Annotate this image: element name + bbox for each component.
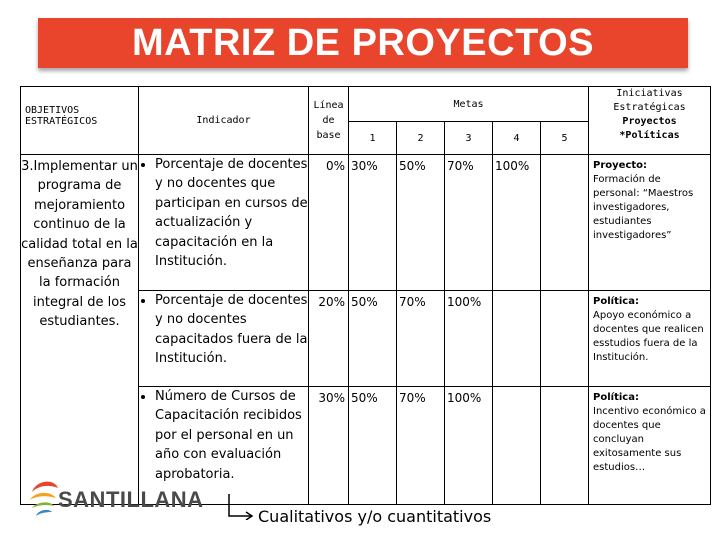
meta-value <box>541 291 589 387</box>
initiative-title: Política: <box>593 296 639 307</box>
meta-value <box>493 387 541 505</box>
header-meta-1: 1 <box>349 122 397 155</box>
header-objetivos: OBJETIVOS ESTRATÉGICOS <box>21 87 139 155</box>
meta-value: 70% <box>397 387 445 505</box>
initiative-text: Formación de personal: “Maestros investigadores, estudiantes investigadores” <box>593 174 694 241</box>
initiative-title: Proyecto: <box>593 160 648 171</box>
page-title: MATRIZ DE PROYECTOS <box>131 21 594 64</box>
indicator-item: • Porcentaje de docentes y no docentes que participan en cursos de actualización y capacitación en la Institución. <box>155 155 308 271</box>
header-meta-3: 3 <box>445 122 493 155</box>
meta-value: 50% <box>349 387 397 505</box>
header-iniciativas: Iniciativas Estratégicas Proyectos *Políticas <box>589 87 711 155</box>
footer-note: Cualitativos y/o cuantitativos <box>258 507 492 526</box>
initiative-cell <box>589 155 711 291</box>
meta-value: 50% <box>397 155 445 291</box>
meta-value: 100% <box>445 291 493 387</box>
arrow-icon <box>226 492 254 520</box>
meta-value: 100% <box>493 155 541 291</box>
project-matrix-table <box>20 86 711 505</box>
meta-value <box>493 291 541 387</box>
initiative-text: Incentivo económico a docentes que concluyan exitosamente sus estudios… <box>593 406 706 473</box>
header-indicador: Indicador <box>139 87 309 155</box>
meta-value <box>541 387 589 505</box>
meta-value: 30% <box>349 155 397 291</box>
indicator-item: • Porcentaje de docentes y no docentes capacitados fuera de la Institución. <box>155 291 308 369</box>
initiative-title: Política: <box>593 392 639 403</box>
header-meta-4: 4 <box>493 122 541 155</box>
indicator-cell <box>139 155 309 291</box>
meta-value: 70% <box>397 291 445 387</box>
objective-cell: 3.Implementar un programa de mejoramiento continuo de la calidad total en la enseñanza para la formación integral de los estudiantes. <box>21 155 139 505</box>
indicator-item: • Número de Cursos de Capacitación recibidos por el personal en un año con evaluación aprobatoria. <box>155 387 308 484</box>
meta-value: 100% <box>445 387 493 505</box>
santillana-logo-text: SANTILLANA <box>58 487 204 512</box>
linea-base-value: 30% <box>309 387 349 505</box>
linea-base-value: 20% <box>309 291 349 387</box>
initiative-text: Apoyo económico a docentes que realicen esstudios fuera de la Institución. <box>593 310 704 363</box>
title-banner <box>38 18 688 68</box>
meta-value: 70% <box>445 155 493 291</box>
meta-value: 50% <box>349 291 397 387</box>
linea-base-value: 0% <box>309 155 349 291</box>
indicator-cell <box>139 291 309 387</box>
initiative-cell <box>589 387 711 505</box>
header-metas: Metas <box>349 87 589 122</box>
initiative-cell <box>589 291 711 387</box>
header-linea-base: Línea de base <box>309 87 349 155</box>
header-meta-5: 5 <box>541 122 589 155</box>
header-meta-2: 2 <box>397 122 445 155</box>
meta-value <box>541 155 589 291</box>
